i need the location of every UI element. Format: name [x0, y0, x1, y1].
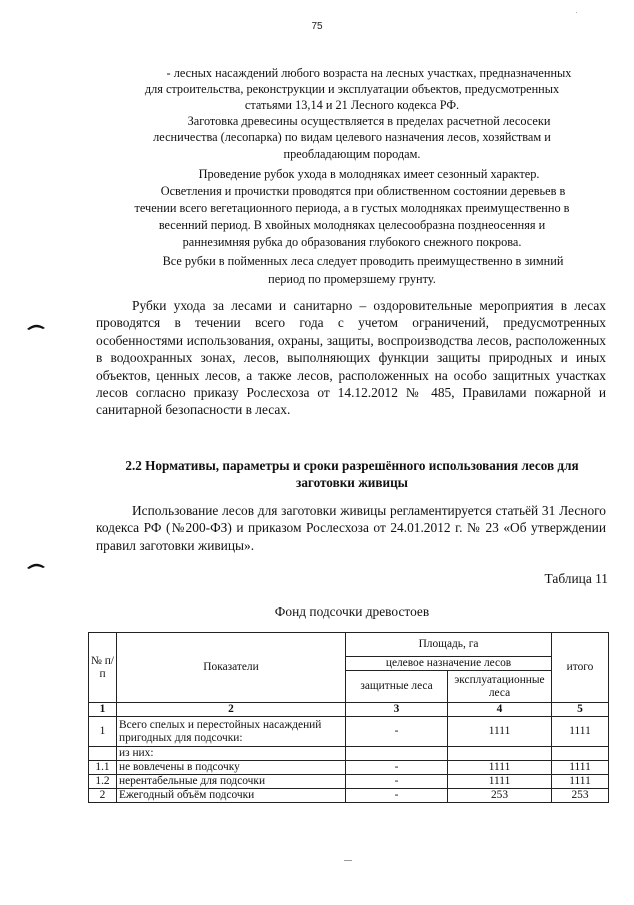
page-number: 75 [311, 21, 323, 32]
table-title: Фонд подсочки древостоев [274, 604, 430, 619]
upper-line-13: период по промерзшему грунту. [268, 272, 436, 286]
paragraph-resin: Использование лесов для заготовки живицы регламентируется статьёй 31 Лесного кодекса РФ (№200-ФЗ) и приказом Рослесхоза от 24.01.2012 г. № 23 «Об утверждении правил заготовки живицы». [96, 503, 606, 553]
row-num [89, 747, 117, 761]
upper-line-6: преобладающим породам. [283, 147, 421, 161]
table-row [89, 789, 609, 803]
upper-line-9: течении всего вегетационного периода, а в густых молодняках преимущественно в [134, 201, 570, 215]
header-purpose: целевое назначение лесов [346, 657, 552, 671]
punch-hole-icon [26, 322, 46, 330]
upper-line-5: лесничества (лесопарка) по видам целевого назначения лесов, хозяйствам и [153, 130, 551, 144]
header-exploitation: эксплуатационные леса [448, 671, 552, 703]
section-heading-line-1: 2.2 Нормативы, параметры и сроки разрешённого использования лесов для [125, 458, 579, 473]
table-row [89, 761, 609, 775]
col-number: 4 [448, 703, 552, 717]
table-row [89, 775, 609, 789]
row-num: 2 [89, 789, 117, 803]
row-total: 1111 [552, 717, 609, 747]
row-num: 1.2 [89, 775, 117, 789]
upper-line-12: Все рубки в пойменных леса следует проводить преимущественно в зимний [162, 254, 564, 268]
row-protective: - [346, 789, 448, 803]
upper-line-10: весенний период. В хвойных молодняках целесообразна позднеосенняя и [158, 218, 546, 232]
section-heading-line-2: заготовки живицы [296, 475, 408, 490]
row-name: Всего спелых и перестойных насаждений пригодных для подсочки: [117, 717, 346, 747]
table-label: Таблица 11 [544, 571, 608, 586]
row-num: 1.1 [89, 761, 117, 775]
upper-line-7: Проведение рубок ухода в молодняках имеет сезонный характер. [198, 167, 540, 181]
row-name: Ежегодный объём подсочки [117, 789, 346, 803]
header-indicators: Показатели [117, 633, 346, 703]
row-num: 1 [89, 717, 117, 747]
upper-line-4: Заготовка древесины осуществляется в пределах расчетной лесосеки [187, 114, 551, 128]
row-total: 1111 [552, 775, 609, 789]
row-protective: - [346, 761, 448, 775]
col-number: 5 [552, 703, 609, 717]
upper-line-3: статьями 13,14 и 21 Лесного кодекса РФ. [244, 98, 460, 112]
header-protective: защитные леса [346, 671, 448, 703]
row-protective: - [346, 717, 448, 747]
upper-line-11: раннезимняя рубка до образования глубокого снежного покрова. [182, 235, 522, 249]
scan-artifact [344, 860, 352, 861]
row-name: из них: [117, 747, 346, 761]
row-name: нерентабельные для подсочки [117, 775, 346, 789]
scan-artifact: · [575, 8, 578, 17]
row-exploitation: 1111 [448, 761, 552, 775]
paragraph-sanitary: Рубки ухода за лесами и санитарно – оздоровительные мероприятия в лесах проводятся в течении всего года с учетом ограничений, предусмотренных особенностями использования, охраны, защиты, воспроизводства лесов, расположенных в водоохранных зонах, лесов, выполняющих функции защиты природных и иных объектов, ценных лесов, а также лесов, расположенных на особо защитных участках лесов согласно приказу Рослесхоза от 14.12.2012 № 485, Правилами пожарной и санитарной безопасности в лесах. [96, 298, 606, 418]
header-num: № п/п [89, 633, 117, 703]
row-protective: - [346, 775, 448, 789]
header-total: итого [552, 633, 609, 703]
row-exploitation: 1111 [448, 717, 552, 747]
row-protective [346, 747, 448, 761]
header-area: Площадь, га [346, 633, 552, 657]
row-name: не вовлечены в подсочку [117, 761, 346, 775]
row-total [552, 747, 609, 761]
col-number: 1 [89, 703, 117, 717]
row-total: 253 [552, 789, 609, 803]
section-heading [96, 457, 608, 491]
table-row [89, 717, 609, 747]
table-row [89, 747, 609, 761]
upper-line-2: для строительства, реконструкции и эксплуатации объектов, предусмотренных [144, 82, 560, 96]
resin-fund-table [88, 632, 609, 803]
row-exploitation [448, 747, 552, 761]
col-number: 3 [346, 703, 448, 717]
col-number: 2 [117, 703, 346, 717]
upper-line-1: - лесных насаждений любого возраста на лесных участках, предназначенных [166, 66, 572, 80]
row-exploitation: 1111 [448, 775, 552, 789]
punch-hole-icon [26, 561, 46, 569]
row-total: 1111 [552, 761, 609, 775]
upper-line-8: Осветления и прочистки проводятся при облиственном состоянии деревьев в [160, 184, 566, 198]
row-exploitation: 253 [448, 789, 552, 803]
